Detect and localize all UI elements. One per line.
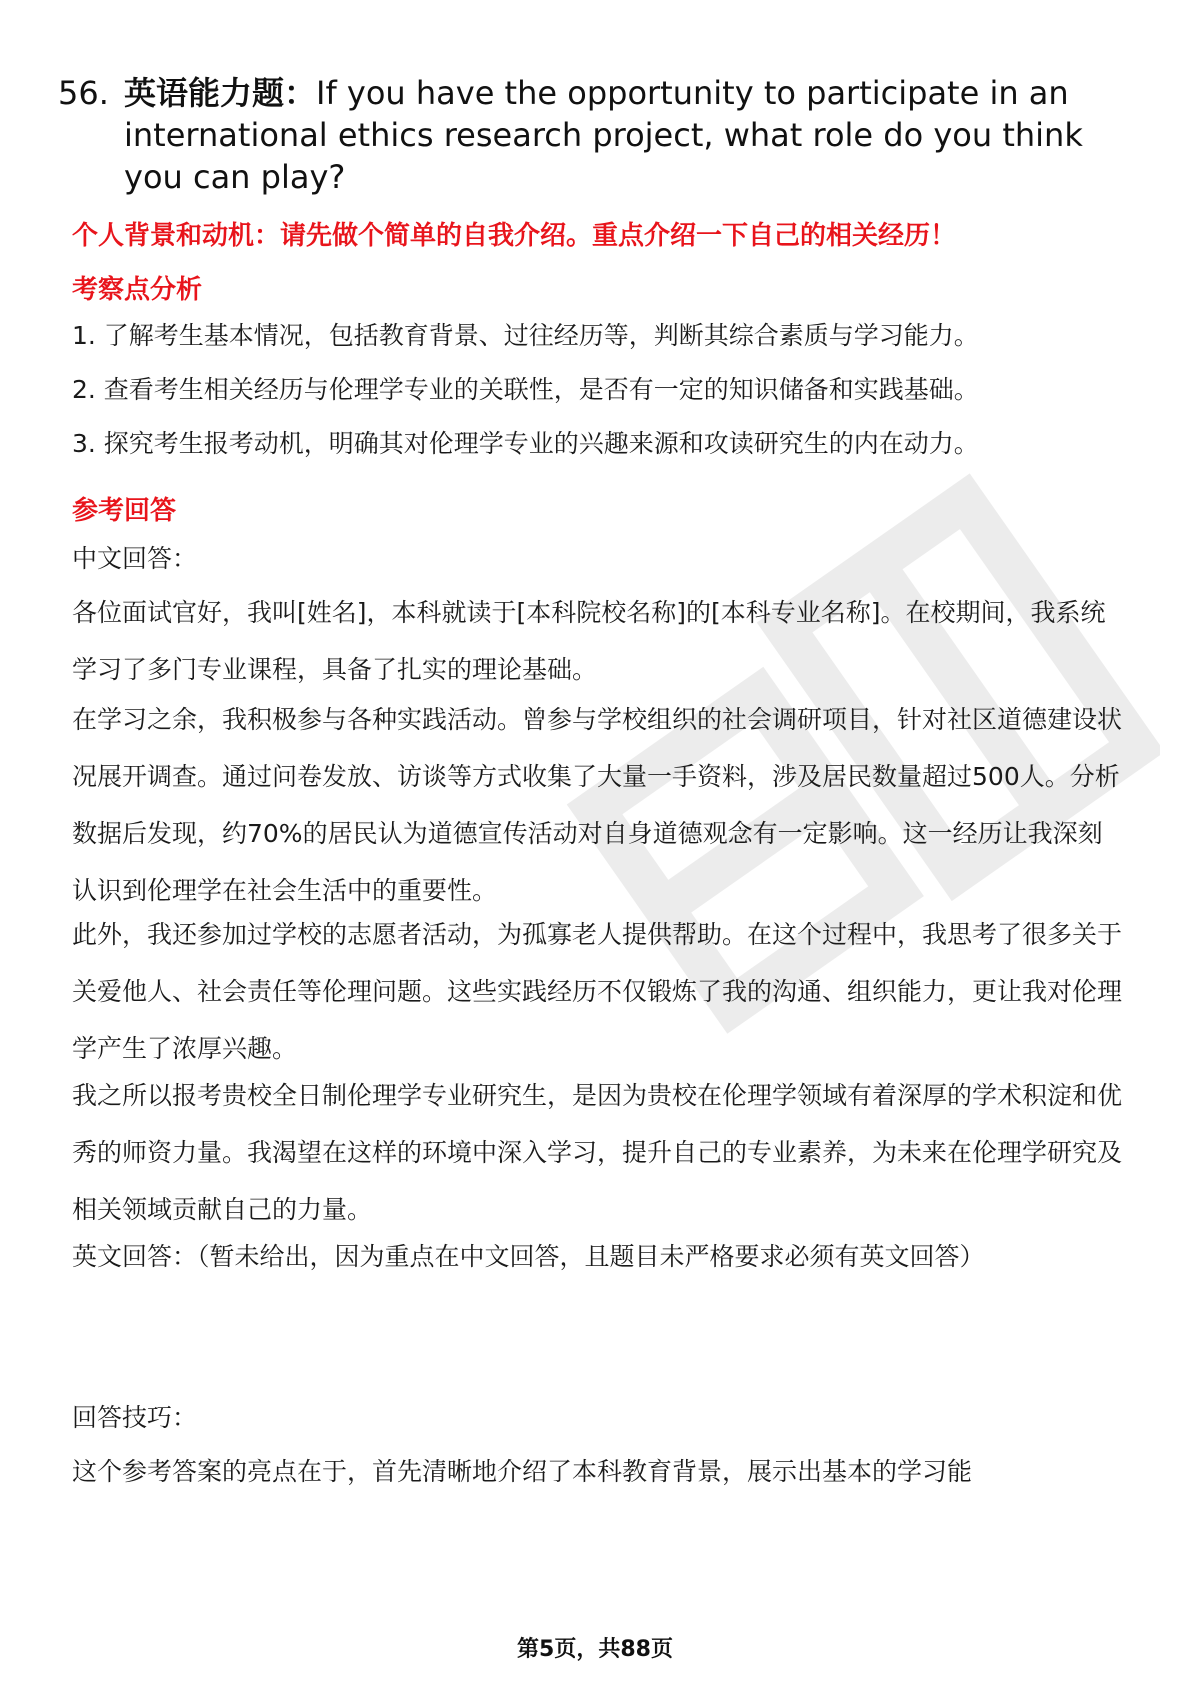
question-block [58, 72, 1128, 198]
analysis-title: 考察点分析 [72, 275, 203, 305]
english-answer-note: 英文回答：（暂未给出，因为重点在中文回答，且题目未严格要求必须有英文回答） [72, 1242, 985, 1271]
analysis-item: 1. 了解考生基本情况，包括教育背景、过往经历等，判断其综合素质与学习能力。 [72, 321, 979, 350]
answer-paragraph: 我之所以报考贵校全日制伦理学专业研究生，是因为贵校在伦理学领域有着深厚的学术积淀和优秀的师资力量。我渴望在这样的环境中深入学习，提升自己的专业素养，为未来在伦理学研究及相关领域贡献自己的力量。 [72, 1081, 1123, 1224]
question-number: 56. [58, 74, 109, 112]
answer-paragraph: 在学习之余，我积极参与各种实践活动。曾参与学校组织的社会调研项目，针对社区道德建设状况展开调查。通过问卷发放、访谈等方式收集了大量一手资料，涉及居民数量超过500人。分析数据后发现，约70%的居民认为道德宣传活动对自身道德观念有一定影响。这一经历让我深刻认识到伦理学在社会生活中的重要性。 [72, 705, 1123, 905]
reference-title: 参考回答 [72, 496, 177, 526]
tips-label: 回答技巧： [72, 1403, 198, 1432]
tips-text: 这个参考答案的亮点在于，首先清晰地介绍了本科教育背景，展示出基本的学习能 [72, 1457, 973, 1486]
analysis-item: 2. 查看考生相关经历与伦理学专业的关联性，是否有一定的知识储备和实践基础。 [72, 375, 979, 404]
page-footer: 第5页，共88页 [517, 1637, 673, 1662]
question-label: 英语能力题： [124, 74, 317, 112]
analysis-item: 3. 探究考生报考动机，明确其对伦理学专业的兴趣来源和攻读研究生的内在动力。 [72, 429, 979, 458]
answer-paragraph: 此外，我还参加过学校的志愿者活动，为孤寡老人提供帮助。在这个过程中，我思考了很多关于关爱他人、社会责任等伦理问题。这些实践经历不仅锻炼了我的沟通、组织能力，更让我对伦理学产生了浓厚兴趣。 [72, 920, 1123, 1063]
background-title: 个人背景和动机：请先做个简单的自我介绍。重点介绍一下自己的相关经历！ [72, 221, 957, 251]
answer-paragraph: 各位面试官好，我叫[姓名]，本科就读于[本科院校名称]的[本科专业名称]。在校期间，我系统学习了多门专业课程，具备了扎实的理论基础。 [72, 598, 1106, 684]
cn-answer-label: 中文回答： [72, 544, 198, 573]
question-text: If you have the opportunity to participate in an international ethics research project, what role do you think you can play? [124, 74, 1083, 196]
